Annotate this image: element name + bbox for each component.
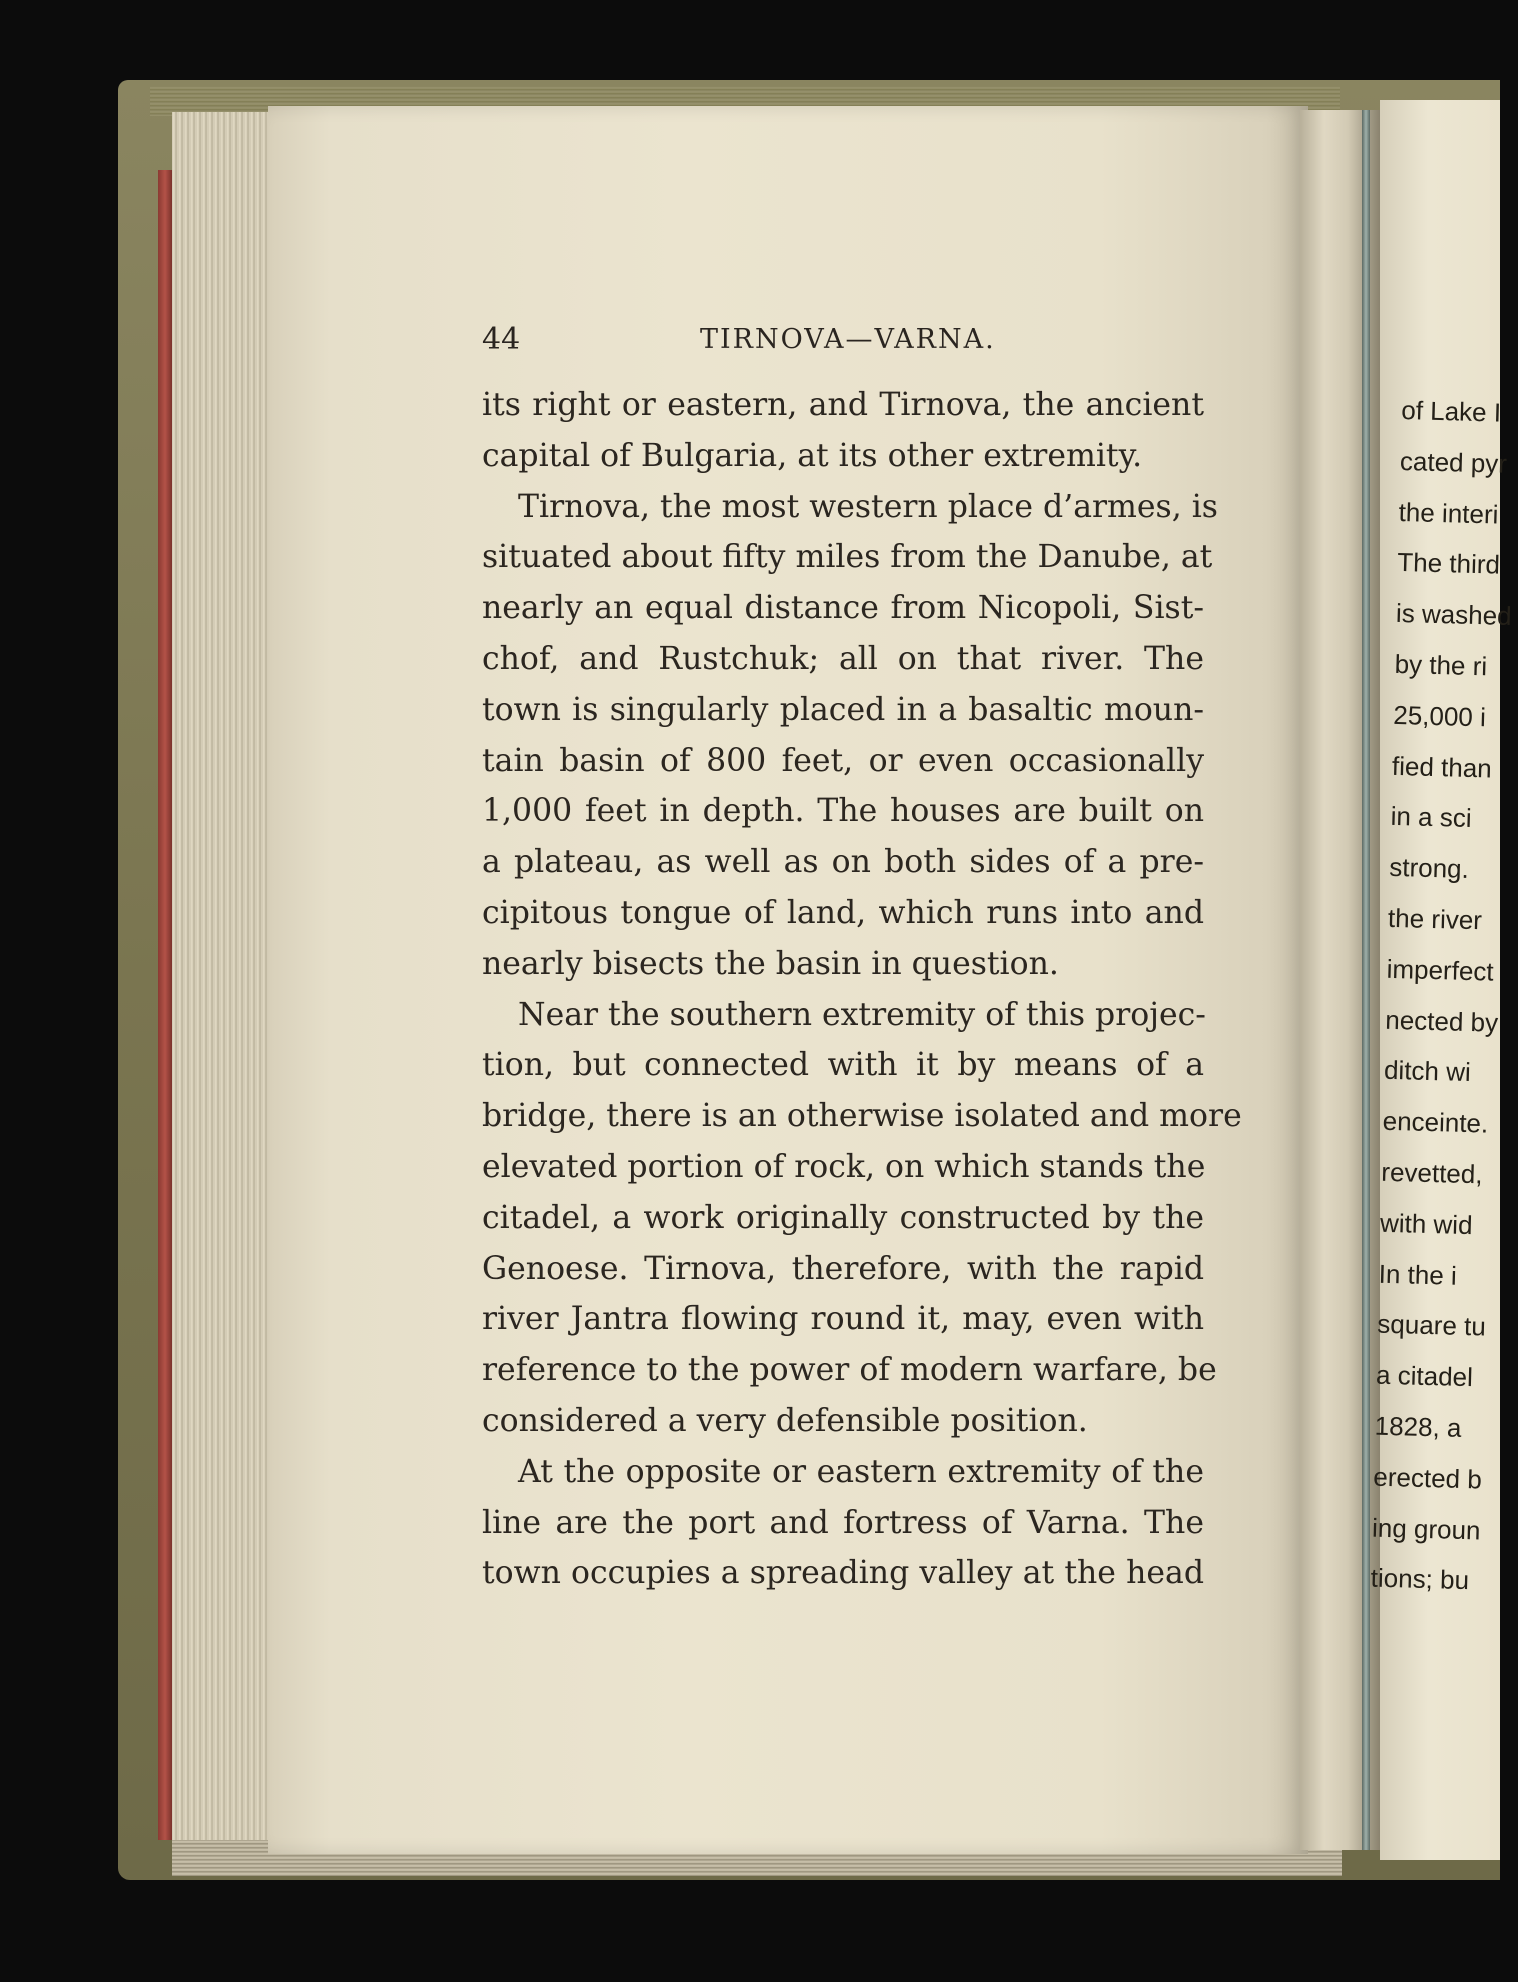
facing-text-line: ditch wi xyxy=(1383,1055,1472,1088)
facing-text-line: with wid xyxy=(1379,1207,1473,1240)
facing-text-line: erected b xyxy=(1373,1461,1483,1495)
facing-text-line: the river xyxy=(1387,902,1483,936)
facing-text-line: nected by xyxy=(1384,1004,1499,1038)
text-line: reference to the power of modern warfare, be xyxy=(482,1352,1217,1389)
text-line: town occupies a spreading valley at the head xyxy=(482,1555,1204,1592)
facing-text-line: cated pyr xyxy=(1399,445,1508,479)
text-line: chof, and Rustchuk; all on that river. The xyxy=(482,640,1204,677)
text-line: citadel, a work originally constructed by the xyxy=(482,1199,1204,1236)
page-number: 44 xyxy=(482,322,521,357)
text-line: elevated portion of rock, on which stands the xyxy=(482,1148,1206,1185)
text-line: its right or eastern, and Tirnova, the ancient xyxy=(482,387,1204,423)
red-page-edge xyxy=(158,170,172,1840)
text-line: cipitous tongue of land, which runs into and xyxy=(482,894,1204,931)
text-line: capital of Bulgaria, at its other extremity. xyxy=(482,437,1143,474)
text-line: town is singularly placed in a basaltic moun- xyxy=(482,691,1204,728)
page-stack-edge xyxy=(172,112,276,1854)
facing-text-line: is washed xyxy=(1395,598,1513,632)
text-line: tion, but connected with it by means of a xyxy=(482,1047,1204,1084)
text-line: situated about fifty miles from the Danube, at xyxy=(482,539,1213,576)
facing-text-line: square tu xyxy=(1377,1309,1487,1342)
text-line: Tirnova, the most western place d’armes, is xyxy=(518,488,1218,525)
facing-text-line: a citadel xyxy=(1375,1359,1474,1393)
facing-text-line: The third xyxy=(1396,547,1501,581)
text-line: At the opposite or eastern extremity of the xyxy=(518,1453,1204,1490)
binding-edge xyxy=(1362,110,1370,1850)
text-line: a plateau, as well as on both sides of a pre- xyxy=(482,844,1204,881)
facing-text-line: imperfect xyxy=(1386,953,1494,987)
text-line: considered a very defensible position. xyxy=(482,1402,1088,1439)
facing-text-line: enceinte. xyxy=(1382,1105,1489,1139)
facing-text-line: ing groun xyxy=(1371,1512,1481,1545)
facing-text-line: strong. xyxy=(1388,852,1470,885)
text-line: Near the southern extremity of this projec- xyxy=(518,996,1206,1033)
facing-text-line: in a sci xyxy=(1390,801,1472,834)
facing-text-line: tions; bu xyxy=(1370,1562,1470,1596)
running-head: TIRNOVA—VARNA. xyxy=(700,324,996,355)
facing-text-line: fied than xyxy=(1391,750,1493,784)
body-text xyxy=(482,380,1242,1599)
facing-text-line: of Lake I xyxy=(1400,394,1502,428)
facing-text-line: the interi xyxy=(1398,496,1499,530)
facing-text-line: revetted, xyxy=(1381,1156,1483,1190)
text-line: nearly an equal distance from Nicopoli, Sist- xyxy=(482,590,1204,627)
facing-text-line: 1828, a xyxy=(1374,1410,1462,1443)
text-line: line are the port and fortress of Varna. The xyxy=(482,1504,1204,1541)
text-line: nearly bisects the basin in question. xyxy=(482,945,1059,982)
facing-text-line: In the i xyxy=(1378,1258,1458,1291)
facing-text-line: 25,000 i xyxy=(1392,699,1487,733)
text-line: Genoese. Tirnova, therefore, with the rapid xyxy=(482,1250,1204,1287)
text-line: bridge, there is an otherwise isolated and more xyxy=(482,1098,1242,1135)
text-line: river Jantra flowing round it, may, even with xyxy=(482,1301,1204,1338)
page-header xyxy=(482,322,1202,362)
facing-text-line: by the ri xyxy=(1394,648,1488,682)
text-line: 1,000 feet in depth. The houses are built on xyxy=(482,793,1204,830)
text-line: tain basin of 800 feet, or even occasionally xyxy=(482,742,1204,779)
